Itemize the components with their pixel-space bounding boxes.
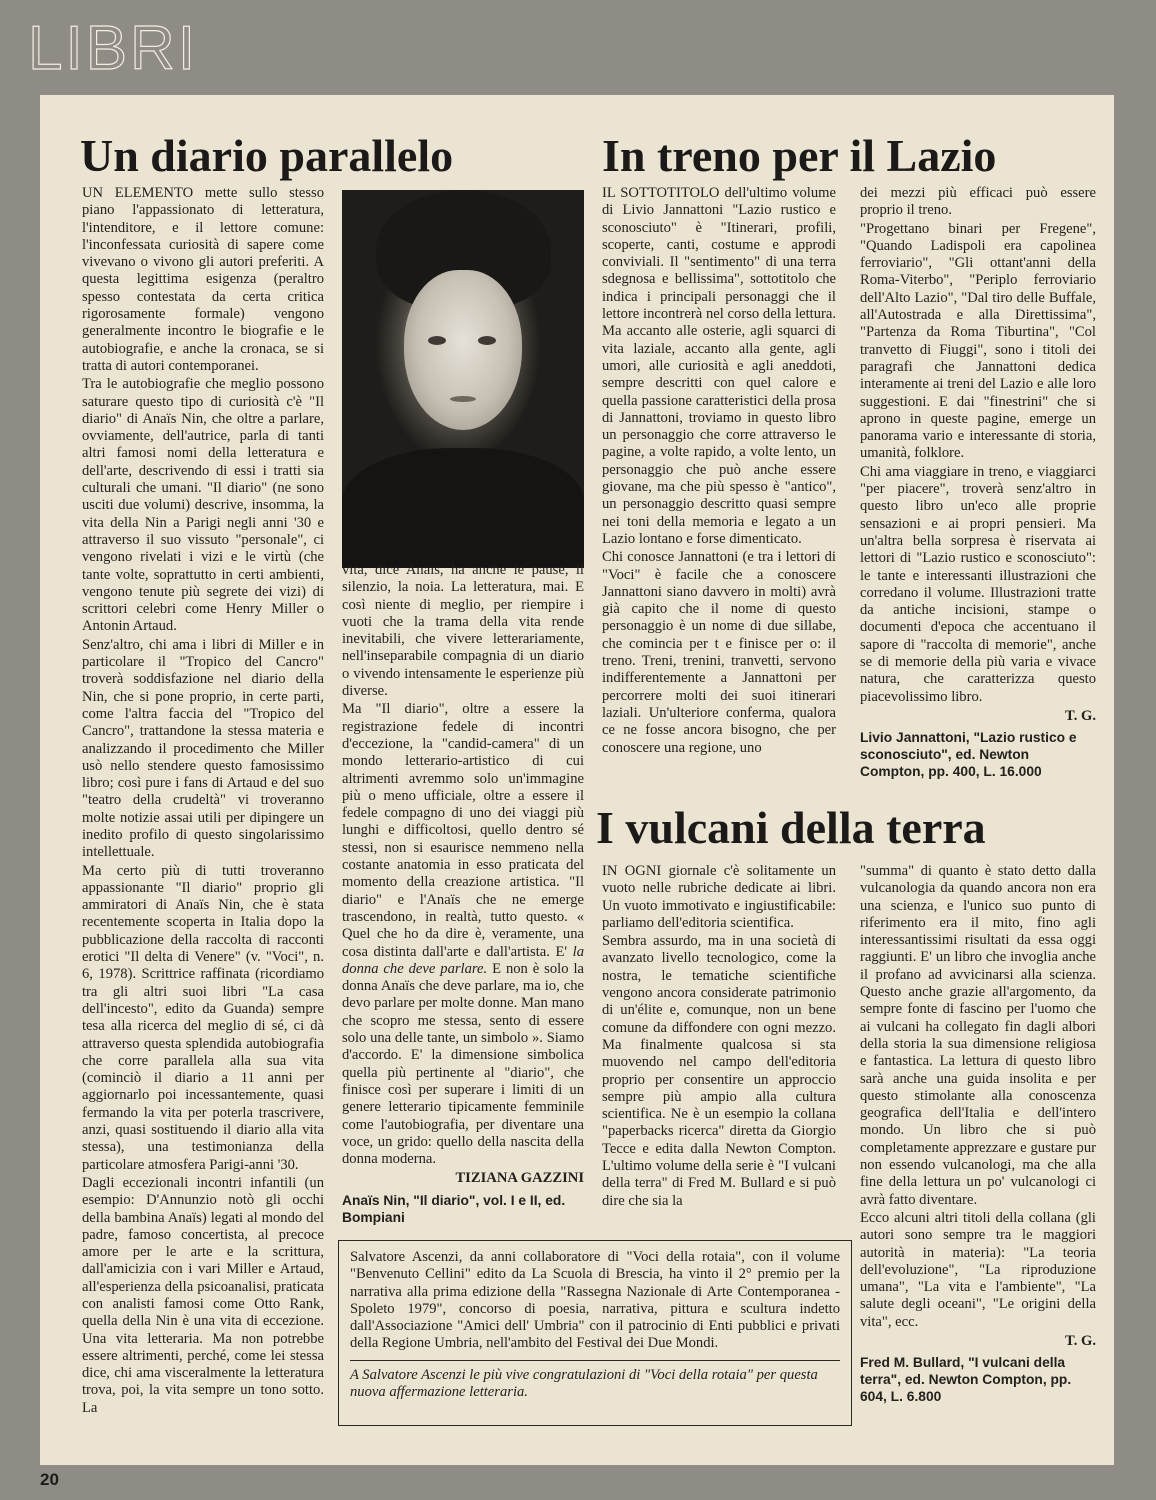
article-vulcani-col1 xyxy=(602,863,836,1209)
signature: T. G. xyxy=(1065,1333,1096,1350)
article-vulcani-col2 xyxy=(860,863,1096,1453)
paragraph: dei mezzi più efficaci può essere proprio il treno. xyxy=(860,185,1096,219)
article-diario-col1 xyxy=(82,185,324,1455)
article-treno-col1 xyxy=(602,185,836,805)
book-reference: Fred M. Bullard, "I vulcani della terra", ed. Newton Compton, pp. 604, L. 6.800 xyxy=(860,1355,1072,1405)
paragraph: Chi ama viaggiare in treno, e viaggiarci "per piacere", troverà senz'altro in questo libro un'eco alle proprie sensazioni e ai propri pensieri. Ma un'altra bella sorpresa è riservata ai lettori di "Lazio rustico e sconosciuto": le tante e interessanti illustrazioni che corredano il volume. Illustrazioni tratte da antiche incisioni, stampe o documenti d'epoca che accentuano il sapore di "raccolta di memorie", anche se di memorie della più varia e vivace natura, che caratterizza questo piacevolissimo libro. xyxy=(860,463,1096,705)
book-reference: Livio Jannattoni, "Lazio rustico e sconosciuto", ed. Newton Compton, pp. 400, L. 16.000 xyxy=(860,730,1077,780)
paragraph: UN ELEMENTO mette sullo stesso piano l'appassionato di letteratura, l'intenditore, e il lettore comune: l'inconfessata curiosità di sapere come vivevano o vivono gli autori preferiti. A questa legittima esigenza (peraltro spesso contestata da certa critica rigorosamente formale) vengono generalmente incontro le biografie e le autobiografie, e anche la cronaca, se si tratta di autori contemporanei. xyxy=(82,185,324,374)
section-title: LIBRI xyxy=(28,14,199,83)
italic-quote: la donna che deve parlare. xyxy=(342,943,584,977)
paragraph: Chi conosce Jannattoni (e tra i lettori di "Voci" è facile che a conoscere Jannattoni siano davvero in molti) avrà già capito che il nome di questo personaggio è un nome di due sillabe, che comincia per t e finisce per o: il treno. Treni, trenini, tranvetti, servono indifferentemente a Jannattoni per percorrere molti dei suoi itinerari laziali. Un'ulteriore conferma, qualora ce ne fosse ancora bisogno, che per conoscere una regione, uno xyxy=(602,549,836,756)
notice-text: Salvatore Ascenzi, da anni collaboratore di "Voci della rotaia", con il volume "Benvenuto Cellini" edito da La Scuola di Brescia, ha vinto il 2° premio per la narrativa alla prima edizione della "Rassegna Nazionale di Arte Contemporanea - Spoleto 1979", concorso di poesia, narrativa, pittura e scultura indetto dall'Associazione "Amici dell' Umbria" con il patrocinio di Enti pubblici e privati della Regione Umbria, nell'ambito del Festival dei Due Mondi. xyxy=(350,1249,840,1352)
paragraph: Ma "Il diario", oltre a essere la registrazione fedele di incontri d'eccezione, la "candid-camera" di un mondo letterario-artistico di cui altrimenti avremmo solo un'immagine più o meno ufficiale, oltre a essere il fedele compagno di uno dei viaggi più lunghi e difficoltosi, quello dentro sé stessi, non si esaurisce nemmeno nella costante anatomia in esso praticata del momento della creazione artistica. "Il diario" e l'Anaïs che ne emerge trascendono, in realtà, tutto questo. « Quel che ho da dire è, veramente, una cosa distinta dall'arte e dall'artista. E' la donna che deve parlare. E non è solo la donna Anaïs che deve parlare, ma io, che devo parlare per molte donne. Man mano che scopro me stessa, sento di essere solo una delle tante, un simbolo ». Siamo d'accordo. E' la dimensione simbolica quella più pertinente al "diario", che finisce così per superare i limiti di un genere letterario tipicamente femminile come l'autobiografia, per diventare una voce, un grido: quello della nascita della donna moderna. xyxy=(342,701,584,1168)
headline-diario: Un diario parallelo xyxy=(80,130,454,181)
paragraph: IN OGNI giornale c'è solitamente un vuoto nelle rubriche dedicate ai libri. Un vuoto immotivato e ingiustificabile: parliamo dell'editoria scientifica. xyxy=(602,863,836,931)
paragraph: Tra le autobiografie che meglio possono saturare questo tipo di curiosità c'è "Il diario" di Anaïs Nin, che oltre a parlare, ovviamente, dell'autrice, parla di tanti altri famosi nomi della letteratura e dell'arte, descrivendo di essi i tratti sia culturali che umani. "Il diario" (ne sono usciti due volumi) descrive, insomma, la vita della Nin a Parigi negli anni '30 e attraverso il suo vissuto "personale", ci vengono rivelati i vizi e le virtù (che tante volte, soprattutto in certi ambienti, vengono tenute più segrete dei vizi) di scrittori celebri come Henry Miller o Antonin Artaud. xyxy=(82,376,324,635)
paragraph: "summa" di quanto è stato detto dalla vulcanologia da quando ancora non era una scienza, e l'unico suo punto di riferimento era il mito, fino agli interessantissimi risultati da essa oggi raggiunti. E' un libro che invoglia anche il profano ad avvicinarsi alla scienza. Questo anche grazie all'argomento, da sempre fonte di fascino per l'uomo che ai vulcani ha collegato fin dagli albori della storia la sua dimensione religiosa e fantastica. La lettura di questo libro sarà anche una guida insolita e per questo stimolante alla conoscenza geografica dell'Italia e dell'intero mondo. Un libro che si può completamente apprezzare e gustare pur non essendo vulcanologi, ma che alla fine della lettura un po' vulcanologi ci avrà fatto diventare. xyxy=(860,863,1096,1208)
congratulations-note: A Salvatore Ascenzi le più vive congratulazioni di "Voci della rotaia" per questa nuova affermazione letteraria. xyxy=(350,1366,818,1401)
divider xyxy=(350,1360,840,1361)
article-treno-col2 xyxy=(860,185,1096,805)
paragraph: IL SOTTOTITOLO dell'ultimo volume di Livio Jannattoni "Lazio rustico e sconosciuto" è "Itinerari, profili, scoperte, canti, costume e approdi conviviali. Il "sentimento" di una terra sdegnosa e bellissima", sottotitolo che indica i principali personaggi che il lettore incontrerà nel corso della lettura. Ma accanto alle osterie, agli squarci di vita laziale, accanto alla gente, agli umori, alle curiosità e agli aneddoti, sempre descritti con quel calore e quella passione caratteristici della prosa di Jannattoni, troviamo in questo libro un personaggio che corre attraverso le pagine, a volte rapido, a volte lento, un personaggio che può anche essere giovane, ma che più spesso è "antico", un personaggio descritto quasi sempre nei toni della memoria e legato a un Lazio lontano e forse dimenticato. xyxy=(602,185,836,547)
magazine-page xyxy=(40,95,1114,1465)
paragraph: Dagli eccezionali incontri infantili (un esempio: D'Annunzio notò gli occhi della bambina Anaïs) legati al mondo del padre, famoso concertista, al precoce amore per le arte e la scrittura, dall'amicizia con i vari Miller e Artaud, all'esperienza della psicoanalisi, praticata con analisti famosi come Otto Rank, quella della Nin è una vita di eccezione. Una vita letteraria. Ma non potrebbe essere altrimenti, perché, come lei stessa dice, chi ama visceralmente la letteratura trova, poi, la vita sempre un tono sotto. La xyxy=(82,1174,324,1416)
paragraph: Sembra assurdo, ma in una società di avanzato livello tecnologico, come la nostra, le tematiche scientifiche vengono ancora considerate patrimonio di un'élite e, comunque, non un bene comune da diffondere con ogni mezzo. Ma finalmente qualcosa si sta muovendo nel campo dell'editoria proprio per consentire un approccio sempre più ampio alla cultura scientifica. Ne è un esempio la collana "paperbacks ricerca" diretta da Giorgio Tecce e edita dalla Newton Compton. L'ultimo volume della serie è "I vulcani della terra" di Fred M. Bullard e si può dire che sia la xyxy=(602,933,836,1209)
book-reference: Anaïs Nin, "Il diario", vol. I e II, ed. Bompiani xyxy=(342,1192,566,1225)
signature: TIZIANA GAZZINI xyxy=(455,1170,584,1187)
paragraph: "Progettano binari per Fregene", "Quando Ladispoli era capolinea ferroviario", "Gli ottant'anni della Roma-Viterbo", "Periplo ferroviario dell'Alto Lazio", "Dal tiro delle Buffale, all'Autostrada e alla Direttissima", "Partenza da Roma Tiburtina", "Col tranvetto di Fiuggi", sono i titoli dei paragrafi che Jannattoni dedica interamente ai treni del Lazio e alle loro suggestioni. E dai "finestrini" che si aprono in queste pagine, emerge un panorama vario e interessante di storia, umanità, folklore. xyxy=(860,220,1096,462)
author-portrait-photo xyxy=(342,190,584,558)
paragraph: Ecco alcuni altri titoli della collana (gli autori sono sempre tra le maggiori autorità in materia): "La teoria dell'evoluzione", "La riproduzione umana", "La vita e l'ambiente", "La salute degli oceani", "Le origini della vita", ecc. xyxy=(860,1209,1096,1330)
paragraph: Ma certo più di tutti troveranno appassionante "Il diario" proprio gli ammiratori di Anaïs Nin, che è stata recentemente scoperta in Italia dopo la pubblicazione della raccolta di racconti erotici "Il delta di Venere" (v. "Voci", n. 6, 1978). Scrittrice raffinata (ricordiamo tra gli altri suoi libri "La casa dell'incesto", edito da Guanda) sempre tesa alla ricerca del meglio di sé, ci dà attraverso questa splendida autobiografia che corre parallela alla sua vita (cominciò il diario a 11 anni per aggiornarlo poi incessantemente, quasi fermando la vita per poterla trascrivere, anzi, quasi sostituendo il diario alla vita stessa), una testimonianza della particolare atmosfera Parigi-anni '30. xyxy=(82,862,324,1173)
paragraph: vita, dice Anaïs, ha anche le pause, il silenzio, la noia. La letteratura, mai. E così niente di meglio, per riempire i vuoti che la trama della vita rende inevitabili, che vivere letterariamente, nell'inseparabile compagnia di un diario o vivendo intensamente le esperienze più diverse. xyxy=(342,562,584,700)
headline-treno: In treno per il Lazio xyxy=(602,130,997,181)
article-diario-col2 xyxy=(342,562,584,1225)
headline-vulcani: I vulcani della terra xyxy=(596,802,986,853)
page-number: 20 xyxy=(40,1470,59,1489)
award-notice-box xyxy=(338,1240,852,1426)
paragraph: Senz'altro, chi ama i libri di Miller e in particolare il "Tropico del Cancro" troverà soddisfazione nel diario della Nin, che si pone proprio, in certe parti, come l'altra faccia del "Tropico del Cancro", trattandone la stessa materia e analizzando il procedimento che Miller usò nello stendere questo famosissimo libro; così pure i fans di Artaud e del suo "teatro della crudeltà" vi troveranno molte notizie assai utili per dipingere un inedito profilo di questo singolarissimo intellettuale. xyxy=(82,636,324,861)
signature: T. G. xyxy=(1065,707,1096,724)
